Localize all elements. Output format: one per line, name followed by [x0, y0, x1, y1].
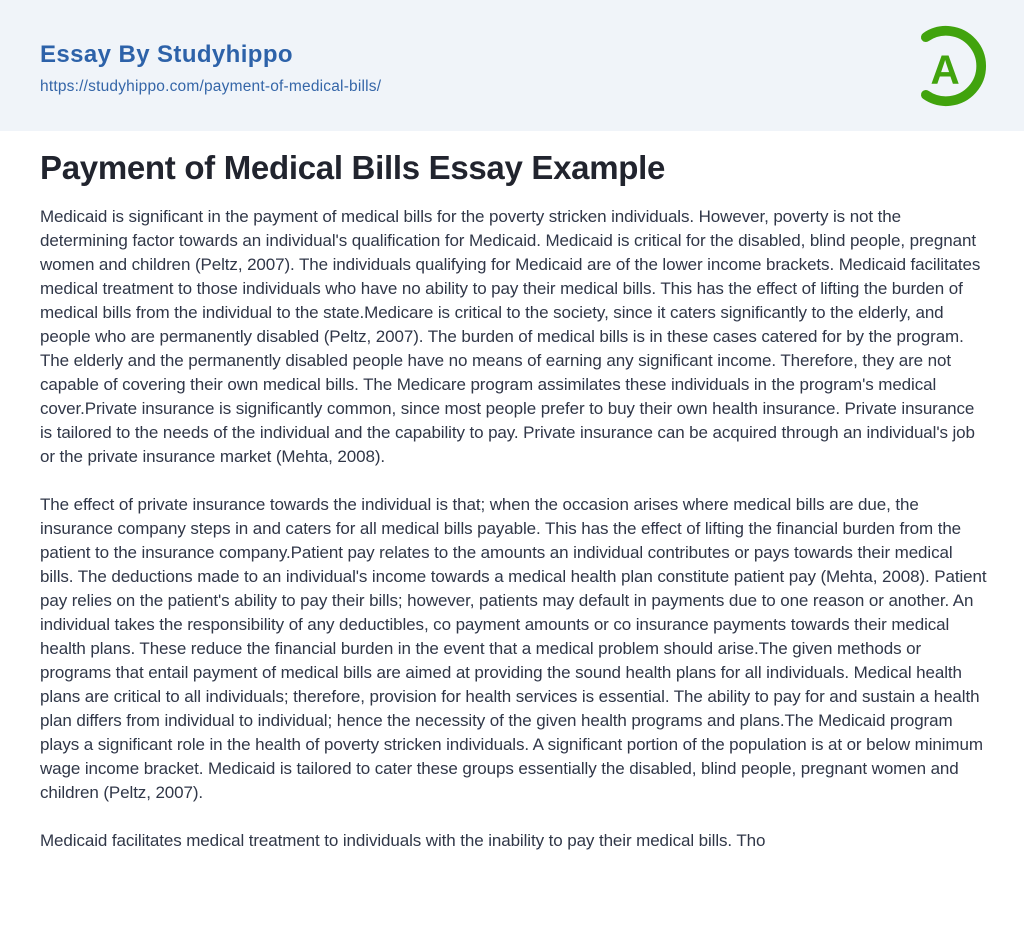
studyhippo-logo-icon	[902, 20, 990, 112]
article-paragraph: Medicaid facilitates medical treatment to individuals with the inability to pay their medical bills. Tho	[40, 831, 766, 850]
article-title: Payment of Medical Bills Essay Example	[40, 149, 666, 186]
logo-letter: A	[930, 46, 960, 93]
header-text-block	[40, 35, 381, 97]
page-header	[0, 0, 1024, 131]
article-paragraph: The effect of private insurance towards the individual is that; when the occasion arises where medical bills are due, the insurance company steps in and caters for all medical bills payable. This has the effect of lifting the financial burden from the patient to the insurance company.Patient pay relates to the amounts an individual contributes or pays towards their medical bills. The deductions made to an individual's income towards a medical health plan constitute patient pay (Mehta, 2008). Patient pay relies on the patient's ability to pay their bills; however, patients may default in payments due to one reason or another. An individual takes the responsibility of any deductibles, co payment amounts or co insurance payments towards their medical health plans. These reduce the financial burden in the event that a medical problem should arise.The given methods or programs that entail payment of medical bills are aimed at providing the sound health plans for all individuals. Medical health plans are critical to all individuals; therefore, provision for health services is essential. The ability to pay for and sustain a health plan differs from individual to individual; hence the necessity of the given health programs and plans.The Medicaid program plays a significant role in the health of poverty stricken individuals. A significant portion of the population is at or below minimum wage income bracket. Medicaid is tailored to cater these groups essentially the disabled, blind people, pregnant women and children (Peltz, 2007).	[40, 495, 987, 802]
page-url-link[interactable]: https://studyhippo.com/payment-of-medical-bills/	[40, 78, 382, 96]
article-body	[0, 131, 1024, 853]
article-paragraph: Medicaid is significant in the payment of medical bills for the poverty stricken individuals. However, poverty is not the determining factor towards an individual's qualification for Medicaid. Medicaid is critical for the disabled, blind people, pregnant women and children (Peltz, 2007). The individuals qualifying for Medicaid are of the lower income brackets. Medicaid facilitates medical treatment to those individuals who have no ability to pay their medical bills. This has the effect of lifting the burden of medical bills from the individual to the state.Medicare is critical to the society, since it caters significantly to the elderly, and people who are permanently disabled (Peltz, 2007). The burden of medical bills is in these cases catered for by the program. The elderly and the permanently disabled people have no means of earning any significant income. Therefore, they are not capable of covering their own medical bills. The Medicare program assimilates these individuals in the program's medical cover.Private insurance is significantly common, since most people prefer to buy their own health insurance. Private insurance is tailored to the needs of the individual and the capability to pay. Private insurance can be acquired through an individual's job or the private insurance market (Mehta, 2008).	[40, 207, 981, 466]
site-title: Essay By Studyhippo	[40, 40, 293, 68]
